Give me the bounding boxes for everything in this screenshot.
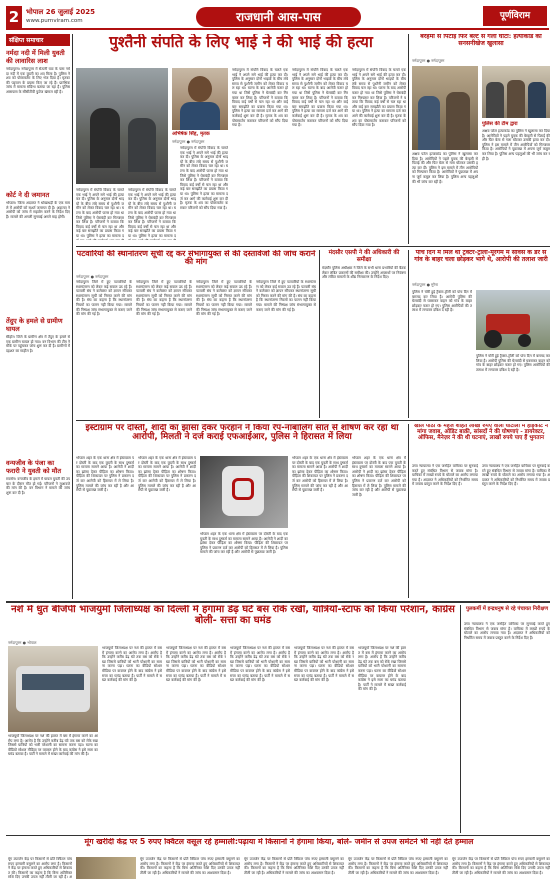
brief-title: वन्यजीव के पंजा का फरारी ने युवती को मौत	[6, 459, 62, 475]
mid-body-col4: नर्मदापुरम जिले में हुए पटवारियों के स्थानांतरण को लेकर कई सवाल उठ रहे हैं। पटवारी संघ ने कलेक्टर को ज्ञापन सौंपकर स्थानांतरण सूची को निरस्त करने की मांग की है। संघ का कहना है कि स्थानांतरण नियमों का पालन नहीं किया गया। मामले की निष्पक्ष जांच संभागायुक्त से कराए जाने की मांग की गई है।	[256, 280, 316, 312]
brief-body: सीहोर। जिले के ग्रामीण क्षेत्र में तेंदुए के हमले से एक ग्रामीण घायल हो गया। वन विभाग की टीम ने मौके पर पहुंचकर जांच शुरू कर दी है। ग्रामीणों में दहशत का माहौल है।	[6, 335, 70, 353]
bottom-body-col3: मूंग उपार्जन केंद्र पर किसानों से प्रति क्विंटल पांच रुपए हम्माली वसूलने का आरोप लगा है। किसानों ने केंद्र पर हंगामा करते हुए अधिकारियों से शिकायत की। किसानों का कहना है कि बिना अतिरिक्त राशि दिए उनकी उपज नहीं तौली जा रही है। अधिकारियों ने मामले की जांच का आश्वासन दिया है।	[244, 857, 344, 875]
main-body-col3: नर्मदापुरम में संपत्ति विवाद के चलते एक भाई ने अपने सगे भाई की हत्या कर दी। पुलिस के अनुसार दोनों भाइयों के बीच लंबे समय से पुश्तैनी जमीन को लेकर विवाद चल रहा था। घटना के बाद आरोपी फरार हो गया था जिसे पुलिस ने घेराबंदी कर गिरफ्तार कर लिया है। परिजनों ने बताया कि विवाद कई वर्षों से चल रहा था और कई बार समझौते का प्रयास किया गया था। पुलिस ने हत्या का मामला दर्ज कर आगे की कार्रवाई शुरू कर दी है। मृतक के शव का पोस्टमार्टम कराकर परिजनों को सौंप दिया गया है।	[180, 146, 228, 210]
third-body-col3: भाजयुमो जिलाध्यक्ष पर नशे की हालत में बस में हंगामा करने का आरोप लगा है। आरोप है कि उन्होंने करीब डेढ़ घंटे तक बस को रोके रखा जिससे यात्रियों को भारी परेशानी का सामना करना पड़ा। घटना का वीडियो सोशल मीडिया पर वायरल होने के बाद कांग्रेस ने इसे सत्ता का घमंड बताया है। पार्टी ने मामले में सख्त कार्रवाई की मांग की है।	[166, 646, 226, 683]
column-divider	[408, 250, 409, 418]
brief-title: कोर्ट ने दी जमानत	[6, 191, 50, 199]
police-photo	[412, 66, 478, 150]
second-headline: इंस्टाग्राम पर दोस्ती, शादी का झांसा देकर फरहान ने किया रेप-नाबालिग सात से शोषण कर रहा था आरोपी, मिलती ने दर्ज कराई एफआईआर, पुलिस ने हिरासत में लिया	[85, 424, 399, 443]
tractor-photo	[476, 290, 550, 350]
brief-title: तेंदुए के हमले से ग्रामीण घायल	[6, 317, 63, 333]
bottom-body-col2: मूंग उपार्जन केंद्र पर किसानों से प्रति क्विंटल पांच रुपए हम्माली वसूलने का आरोप लगा है। किसानों ने केंद्र पर हंगामा करते हुए अधिकारियों से शिकायत की। किसानों का कहना है कि बिना अतिरिक्त राशि दिए उनकी उपज नहीं तौली जा रही है। अधिकारियों ने मामले की जांच का आश्वासन दिया है।	[140, 857, 240, 875]
crime-scene-photo	[76, 68, 168, 184]
main-body-col5: नर्मदापुरम में संपत्ति विवाद के चलते एक भाई ने अपने सगे भाई की हत्या कर दी। पुलिस के अनुसार दोनों भाइयों के बीच लंबे समय से पुश्तैनी जमीन को लेकर विवाद चल रहा था। घटना के बाद आरोपी फरार हो गया था जिसे पुलिस ने घेराबंदी कर गिरफ्तार कर लिया है। परिजनों ने बताया कि विवाद कई वर्षों से चल रहा था और कई बार समझौते का प्रयास किया गया था। पुलिस ने हत्या का मामला दर्ज कर आगे की कार्रवाई शुरू कर दी है। मृतक के शव का पोस्टमार्टम कराकर परिजनों को सौंप दिया गया है।	[292, 68, 348, 128]
side-story-body: मंदसौर पुलिस अधीक्षक ने जिले के सभी थाना प्रभारियों की बैठक लेकर लंबित प्रकरणों की समीक्षा की। उन्होंने अपराधों पर नियंत्रण और लंबित मामलों के शीघ्र निराकरण के निर्देश दिए।	[322, 266, 406, 280]
right-mid-headline: पांच दिन में मिले थी ट्रैक्टर-ट्रॉली-मूरंगम में सर्विस के डर से गांव के बाहर चला छोड़कर भागे थे, आरोपी की तलाश जारी	[414, 250, 548, 263]
section-divider	[6, 835, 550, 836]
farmers-photo	[76, 857, 136, 879]
right-lower-headline: खोले पाठी के महज शहित लाखों रुपए वाला घोटाला में हाईकोर्ट ने मांगा जवाब, ऑडिट बाक़ी, सांसदों ने की घोषणाएं - डायरेक्टर, ऑफिस, मैनेज़र ने की थी घटनाएं, लाखों रुपये पाए हैं भुगतान	[414, 424, 548, 441]
column-divider	[72, 34, 73, 599]
bus-photo	[8, 646, 98, 732]
right-mid-body-col1: पुलिस ने चोरी हुई ट्रैक्टर-ट्रॉली को पांच दिन में बरामद कर लिया है। आरोपी पुलिस की घेराबंदी से घबराकर वाहन को गांव के बाहर छोड़कर फरार हो गए। पुलिस आरोपियों की तलाश में लगातार दबिश दे रही है।	[412, 290, 472, 313]
suspects-photo	[482, 66, 550, 118]
second-body-col4: भोपाल शहर के एक थाना क्षेत्र में इंस्टाग्राम पर दोस्ती के बाद एक युवती के साथ दुष्कर्म का मामला सामने आया है। आरोपी ने शादी का झांसा देकर पीड़िता का शोषण किया। पीड़िता की शिकायत पर पुलिस ने प्रकरण दर्ज कर आरोपी को हिरासत में ले लिया है। पुलिस मामले की जांच कर रही है और आरोपी से पूछताछ जारी है।	[292, 456, 348, 493]
header-date: भोपाल 26 जुलाई 2025	[26, 8, 95, 16]
bottom-headline: मूंग खरीदी केंद्र पर 5 रुपए क्विंटल वसूल रहे हम्माली:पढ़ाया में किसानों ने हंगामा किया, बोले- जमीन से उपज समेटने भी नहीं देते हम्माल	[84, 838, 474, 846]
column-divider	[408, 34, 409, 244]
right-lower-body-col1: उच्च न्यायालय ने एक जनहित याचिका पर सुनवाई करते हुए संबंधित विभाग से जवाब मांगा है। याचिका में लाखों रुपये के घोटाले का आरोप लगाया गया है। अदालत ने अधिकारियों को निर्धारित समय में जवाब प्रस्तुत करने के निर्देश दिए हैं।	[412, 464, 478, 487]
header-website: www.purnviram.com	[26, 18, 83, 24]
main-headline: पुश्तैनी संपति के लिए भाई ने की भाई की हत्या	[109, 34, 373, 51]
victim-photo	[172, 68, 228, 130]
section-divider	[76, 420, 550, 421]
bottom-body-col1: मूंग उपार्जन केंद्र पर किसानों से प्रति क्विंटल पांच रुपए हम्माली वसूलने का आरोप लगा है। किसानों ने केंद्र पर हंगामा करते हुए अधिकारियों से शिकायत की। किसानों का कहना है कि बिना अतिरिक्त राशि दिए उनकी उपज नहीं तौली जा रही है। अ	[8, 857, 72, 879]
second-body-col5: भोपाल शहर के एक थाना क्षेत्र में इंस्टाग्राम पर दोस्ती के बाद एक युवती के साथ दुष्कर्म का मामला सामने आया है। आरोपी ने शादी का झांसा देकर पीड़िता का शोषण किया। पीड़िता की शिकायत पर पुलिस ने प्रकरण दर्ज कर आरोपी को हिरासत में ले लिया है। पुलिस मामले की जांच कर रही है और आरोपी से पूछताछ जारी है।	[352, 456, 406, 497]
third-dateline: नर्मदापुरम ● भोपाल	[8, 640, 37, 645]
section-title	[196, 7, 361, 27]
main-body-col2: नर्मदापुरम में संपत्ति विवाद के चलते एक भाई ने अपने सगे भाई की हत्या कर दी। पुलिस के अनुसार दोनों भाइयों के बीच लंबे समय से पुश्तैनी जमीन को लेकर विवाद चल रहा था। घटना के बाद आरोपी फरार हो गया था जिसे पुलिस ने घेराबंदी कर गिरफ्तार कर लिया है। परिजनों ने बताया कि विवाद कई वर्षों से चल रहा था और कई बार समझौते का प्रयास किया गया था। पुलिस ने हत्या का मामला द	[128, 188, 176, 238]
section-title-text: राजधानी आस-पास	[236, 10, 321, 24]
main-body-col1: नर्मदापुरम में संपत्ति विवाद के चलते एक भाई ने अपने सगे भाई की हत्या कर दी। पुलिस के अनुसार दोनों भाइयों के बीच लंबे समय से पुश्तैनी जमीन को लेकर विवाद चल रहा था। घटना के बाद आरोपी फरार हो गया था जिसे पुलिस ने घेराबंदी कर गिरफ्तार कर लिया है। परिजनों ने बताया कि विवाद कई वर्षों से चल रहा था और कई बार समझौते का प्रयास किया गया था। पुलिस ने हत्या का मामला द	[76, 188, 124, 238]
main-body-col6: नर्मदापुरम में संपत्ति विवाद के चलते एक भाई ने अपने सगे भाई की हत्या कर दी। पुलिस के अनुसार दोनों भाइयों के बीच लंबे समय से पुश्तैनी जमीन को लेकर विवाद चल रहा था। घटना के बाद आरोपी फरार हो गया था जिसे पुलिस ने घेराबंदी कर गिरफ्तार कर लिया है। परिजनों ने बताया कि विवाद कई वर्षों से चल रहा था और कई बार समझौते का प्रयास किया गया था। पुलिस ने हत्या का मामला दर्ज कर आगे की कार्रवाई शुरू कर दी है। मृतक के शव का पोस्टमार्टम कराकर परिजनों को सौंप दिया गया है।	[352, 68, 406, 128]
brief-title: नर्मदा नदी में मिली युवती की लावारिस लाश	[6, 49, 65, 65]
section-divider	[6, 601, 550, 603]
third-headline: नशे में धुत बीजेपी भाजयुमो जिलाध्यक्ष का दिल्ली में हंगामा डेढ़ घंटे बस रोके रखी, यात्रियों-स्टाफ को किया परेशान, कांग्रेस बोली- सत्ता का घमंड	[11, 605, 455, 626]
main-body-col4: नर्मदापुरम में संपत्ति विवाद के चलते एक भाई ने अपने सगे भाई की हत्या कर दी। पुलिस के अनुसार दोनों भाइयों के बीच लंबे समय से पुश्तैनी जमीन को लेकर विवाद चल रहा था। घटना के बाद आरोपी फरार हो गया था जिसे पुलिस ने घेराबंदी कर गिरफ्तार कर लिया है। परिजनों ने बताया कि विवाद कई वर्षों से चल रहा था और कई बार समझौते का प्रयास किया गया था। पुलिस ने हत्या का मामला दर्ज कर आगे की कार्रवाई शुरू कर दी है। मृतक के शव का पोस्टमार्टम कराकर परिजनों को सौंप दिया गया है।	[232, 68, 288, 128]
column-divider	[319, 250, 320, 418]
bottom-body-col4: मूंग उपार्जन केंद्र पर किसानों से प्रति क्विंटल पांच रुपए हम्माली वसूलने का आरोप लगा है। किसानों ने केंद्र पर हंगामा करते हुए अधिकारियों से शिकायत की। किसानों का कहना है कि बिना अतिरिक्त राशि दिए उनकी उपज नहीं तौली जा रही है। अधिकारियों ने मामले की जांच का आश्वासन दिया है।	[348, 857, 448, 875]
left-column-label: संक्षिप्त समाचार	[6, 34, 70, 46]
right-top-dateline: नर्मदापुरम ● नर्मदापुरम	[412, 58, 445, 63]
left-column	[6, 34, 70, 599]
brief-body: भोपाल। जिला अदालत ने धोखाधड़ी के एक मामले में आरोपी को सशर्त जमानत दी है। अदालत ने आरोपी को जांच में सहयोग करने के निर्देश दिए हैं। मामले की अगली सुनवाई अगले माह होगी।	[6, 201, 70, 219]
main-dateline: नर्मदापुरम ● नर्मदापुरम	[172, 139, 205, 144]
mid-headline: पटवारियों की स्थानांतरण सूची रद्द कर संभागायुक्त से की दस्तावेजों की जांच कराने की मांग	[76, 250, 316, 267]
right-mid-body-col2: पुलिस ने चोरी हुई ट्रैक्टर-ट्रॉली को पांच दिन में बरामद कर लिया है। आरोपी पुलिस की घेराबंदी से घबराकर वाहन को गांव के बाहर छोड़कर फरार हो गए। पुलिस आरोपियों की तलाश में लगातार दबिश दे रही है।	[476, 354, 550, 372]
right-top-box-body: अक्षय पटेल हत्याकांड का पुलिस ने खुलासा कर दिया है। आरोपियों ने पहले युवक की बेरहमी से पिटाई की और फिर बेल्ट से गला घोंटकर उसकी हत्या कर दी। पुलिस ने इस मामले में तीन आरोपियों को गिरफ्तार किया है। आरोपियों ने पूछताछ में अपना जुर्म कबूल कर लिया है। पुलिस अन्य पहलुओं की भी जांच कर रही है।	[482, 129, 550, 161]
right-mid-dateline: नर्मदापुरम ● मुरैना	[412, 282, 438, 287]
column-divider	[460, 605, 461, 833]
page-number: 2	[6, 6, 22, 28]
third-body-col4: भाजयुमो जिलाध्यक्ष पर नशे की हालत में बस में हंगामा करने का आरोप लगा है। आरोप है कि उन्होंने करीब डेढ़ घंटे तक बस को रोके रखा जिससे यात्रियों को भारी परेशानी का सामना करना पड़ा। घटना का वीडियो सोशल मीडिया पर वायरल होने के बाद कांग्रेस ने इसे सत्ता का घमंड बताया है। पार्टी ने मामले में सख्त कार्रवाई की मांग की है।	[230, 646, 290, 683]
right-top-headline: बेरहमी से पिटाई फिर बेल्ट से गला घोंटा: हत्याकांड का सनसनीखेज खुलासा	[420, 34, 542, 47]
brief-body: रायसेन। वन्यजीव के हमले में घायल युवती की उपचार के दौरान मौत हो गई। परिजनों ने मुआवजे की मांग की है। वन विभाग ने मामले की जांच शुरू कर दी है।	[6, 477, 70, 495]
right-lower-box-body: उच्च न्यायालय ने एक जनहित याचिका पर सुनवाई करते हुए संबंधित विभाग से जवाब मांगा है। याचिका में लाखों रुपये के घोटाले का आरोप लगाया गया है। अदालत ने अधिकारियों को निर्धारित समय में जवाब प्रस्तुत करने के निर्देश दिए हैं।	[464, 622, 550, 640]
section-divider	[76, 246, 550, 247]
masthead	[6, 6, 549, 30]
second-body-col3: भोपाल शहर के एक थाना क्षेत्र में इंस्टाग्राम पर दोस्ती के बाद एक युवती के साथ दुष्कर्म का मामला सामने आया है। आरोपी ने शादी का झांसा देकर पीड़िता का शोषण किया। पीड़िता की शिकायत पर पुलिस ने प्रकरण दर्ज कर आरोपी को हिरासत में ले लिया है। पुलिस मामले की जांच कर रही है और आरोपी से पूछताछ जारी है।	[200, 532, 288, 555]
mid-body-col3: नर्मदापुरम जिले में हुए पटवारियों के स्थानांतरण को लेकर कई सवाल उठ रहे हैं। पटवारी संघ ने कलेक्टर को ज्ञापन सौंपकर स्थानांतरण सूची को निरस्त करने की मांग की है। संघ का कहना है कि स्थानांतरण नियमों का पालन नहीं किया गया। मामले की निष्पक्ष जांच संभागायुक्त से कराए जाने की मांग की गई है।	[196, 280, 252, 317]
victim-caption: अभिषेक सिंह, मृतक	[172, 131, 210, 137]
bottom-body-col5: मूंग उपार्जन केंद्र पर किसानों से प्रति क्विंटल पांच रुपए हम्माली वसूलने का आरोप लगा है। किसानों ने केंद्र पर हंगामा करते हुए अधिकारियों से शिकायत की। किसानों का कहना है कि बिना अतिरिक्त राशि दिए उनकी उपज नहीं तौली जा रही है। अधिकारियों ने मामले की जांच का आश्वासन दिया है।	[452, 857, 550, 875]
right-top-body: अक्षय पटेल हत्याकांड का पुलिस ने खुलासा कर दिया है। आरोपियों ने पहले युवक की बेरहमी से पिटाई की और फिर बेल्ट से गला घोंटकर उसकी हत्या कर दी। पुलिस ने इस मामले में तीन आरोपियों को गिरफ्तार किया है। आरोपियों ने पूछताछ में अपना जुर्म कबूल कर लिया है। पुलिस अन्य पहलुओं की भी जांच कर रही है।	[412, 152, 478, 184]
mid-body-col2: नर्मदापुरम जिले में हुए पटवारियों के स्थानांतरण को लेकर कई सवाल उठ रहे हैं। पटवारी संघ ने कलेक्टर को ज्ञापन सौंपकर स्थानांतरण सूची को निरस्त करने की मांग की है। संघ का कहना है कि स्थानांतरण नियमों का पालन नहीं किया गया। मामले की निष्पक्ष जांच संभागायुक्त से कराए जाने की मांग की गई है।	[136, 280, 192, 317]
right-top-box-title: पुलिस की टीम द्वारा	[482, 121, 518, 127]
mid-dateline: नर्मदापुरम ● नर्मदापुरम	[76, 274, 109, 279]
instagram-photo	[200, 456, 288, 528]
mid-body-col1: नर्मदापुरम जिले में हुए पटवारियों के स्थानांतरण को लेकर कई सवाल उठ रहे हैं। पटवारी संघ ने कलेक्टर को ज्ञापन सौंपकर स्थानांतरण सूची को निरस्त करने की मांग की है। संघ का कहना है कि स्थानांतरण नियमों का पालन नहीं किया गया। मामले की निष्पक्ष जांच संभागायुक्त से कराए जाने की मांग की गई है।	[76, 280, 132, 317]
third-body-col1: भाजयुमो जिलाध्यक्ष पर नशे की हालत में बस में हंगामा करने का आरोप लगा है। आरोप है कि उन्होंने करीब डेढ़ घंटे तक बस को रोके रखा जिससे यात्रियों को भारी परेशानी का सामना करना पड़ा। घटना का वीडियो सोशल मीडिया पर वायरल होने के बाद कांग्रेस ने इसे सत्ता का घमंड बताया है। पार्टी ने मामले में सख्त कार्रवाई की मांग की है।	[8, 734, 98, 757]
brand-name: पूर्णविराम	[483, 6, 547, 26]
third-body-col5: भाजयुमो जिलाध्यक्ष पर नशे की हालत में बस में हंगामा करने का आरोप लगा है। आरोप है कि उन्होंने करीब डेढ़ घंटे तक बस को रोके रखा जिससे यात्रियों को भारी परेशानी का सामना करना पड़ा। घटना का वीडियो सोशल मीडिया पर वायरल होने के बाद कांग्रेस ने इसे सत्ता का घमंड बताया है। पार्टी ने मामले में सख्त कार्रवाई की मांग की है।	[294, 646, 354, 683]
third-body-col6: भाजयुमो जिलाध्यक्ष पर नशे की हालत में बस में हंगामा करने का आरोप लगा है। आरोप है कि उन्होंने करीब डेढ़ घंटे तक बस को रोके रखा जिससे यात्रियों को भारी परेशानी का सामना करना पड़ा। घटना का वीडियो सोशल मीडिया पर वायरल होने के बाद कांग्रेस ने इसे सत्ता का घमंड बताया है। पार्टी ने मामले में सख्त कार्रवाई की मांग की है।	[358, 646, 406, 692]
second-body-col2: भोपाल शहर के एक थाना क्षेत्र में इंस्टाग्राम पर दोस्ती के बाद एक युवती के साथ दुष्कर्म का मामला सामने आया है। आरोपी ने शादी का झांसा देकर पीड़िता का शोषण किया। पीड़िता की शिकायत पर पुलिस ने प्रकरण दर्ज कर आरोपी को हिरासत में ले लिया है। पुलिस मामले की जांच कर रही है और आरोपी से पूछताछ जारी है।	[138, 456, 196, 493]
right-lower-body-col2: उच्च न्यायालय ने एक जनहित याचिका पर सुनवाई करते हुए संबंधित विभाग से जवाब मांगा है। याचिका में लाखों रुपये के घोटाले का आरोप लगाया गया है। अदालत ने अधिकारियों को निर्धारित समय में जवाब प्रस्तुत करने के निर्देश दिए हैं।	[482, 464, 550, 487]
side-story-title: मंदसौर एसपी ने की अधिकारी की समीक्षा	[328, 250, 400, 263]
column-divider	[408, 424, 409, 598]
second-body-col1: भोपाल शहर के एक थाना क्षेत्र में इंस्टाग्राम पर दोस्ती के बाद एक युवती के साथ दुष्कर्म का मामला सामने आया है। आरोपी ने शादी का झांसा देकर पीड़िता का शोषण किया। पीड़िता की शिकायत पर पुलिस ने प्रकरण दर्ज कर आरोपी को हिरासत में ले लिया है। पुलिस मामले की जांच कर रही है और आरोपी से पूछताछ जारी है।	[76, 456, 134, 493]
brief-body: नर्मदापुरम। नर्मदापुरम में सेठानी घाट के पास नर्मदा नदी में एक युवती का शव मिला है। पुलिस ने शव को पोस्टमार्टम के लिए भेज दिया है। मृतका की पहचान के प्रयास किए जा रहे हैं। प्रारंभिक जांच में मामला संदिग्ध बताया जा रहा है। पुलिस आसपास के सीसीटीवी फुटेज खंगाल रही है।	[6, 67, 70, 94]
third-body-col2: भाजयुमो जिलाध्यक्ष पर नशे की हालत में बस में हंगामा करने का आरोप लगा है। आरोप है कि उन्होंने करीब डेढ़ घंटे तक बस को रोके रखा जिससे यात्रियों को भारी परेशानी का सामना करना पड़ा। घटना का वीडियो सोशल मीडिया पर वायरल होने के बाद कांग्रेस ने इसे सत्ता का घमंड बताया है। पार्टी ने मामले में सख्त कार्रवाई की मांग की है।	[102, 646, 162, 683]
right-lower-box-title: पुलकर्मी में इन्द्रधनुष से रहे पंचायत निरीक्षण	[466, 606, 548, 612]
